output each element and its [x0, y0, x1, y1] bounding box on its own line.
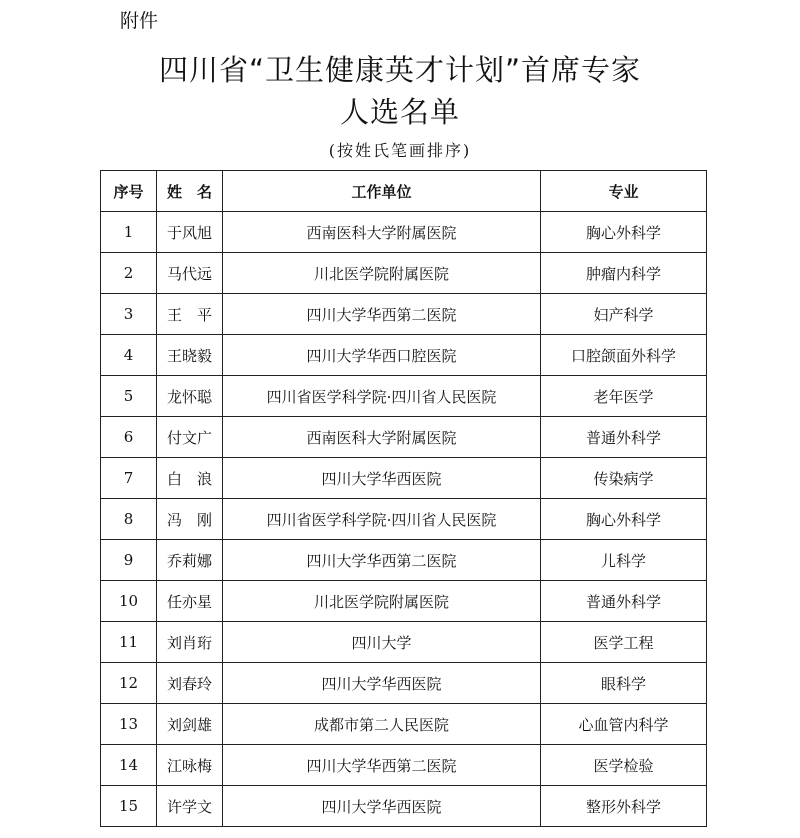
- cell-institution: 西南医科大学附属医院: [223, 212, 541, 253]
- cell-institution: 四川省医学科学院·四川省人民医院: [223, 376, 541, 417]
- cell-institution: 四川大学华西第二医院: [223, 745, 541, 786]
- table-row: [101, 458, 707, 499]
- header-index: 序号: [101, 171, 157, 212]
- table-row: [101, 745, 707, 786]
- cell-institution: 四川大学华西第二医院: [223, 540, 541, 581]
- cell-index: 8: [101, 499, 157, 540]
- cell-name: 许学文: [157, 786, 223, 827]
- cell-institution: 成都市第二人民医院: [223, 704, 541, 745]
- sort-note: (按姓氏笔画排序): [328, 141, 472, 160]
- cell-specialty: 儿科学: [541, 540, 707, 581]
- expert-list-table: [100, 170, 707, 827]
- cell-index: 2: [101, 253, 157, 294]
- header-institution: 工作单位: [223, 171, 541, 212]
- cell-name: 白 浪: [157, 458, 223, 499]
- cell-specialty: 胸心外科学: [541, 499, 707, 540]
- cell-specialty: 普通外科学: [541, 417, 707, 458]
- cell-specialty: 整形外科学: [541, 786, 707, 827]
- cell-specialty: 医学检验: [541, 745, 707, 786]
- cell-index: 10: [101, 581, 157, 622]
- cell-specialty: 传染病学: [541, 458, 707, 499]
- cell-name: 王 平: [157, 294, 223, 335]
- cell-specialty: 老年医学: [541, 376, 707, 417]
- attachment-label: 附件: [120, 10, 159, 32]
- cell-specialty: 眼科学: [541, 663, 707, 704]
- cell-index: 4: [101, 335, 157, 376]
- cell-specialty: 心血管内科学: [541, 704, 707, 745]
- cell-index: 7: [101, 458, 157, 499]
- cell-name: 任亦星: [157, 581, 223, 622]
- table-row: [101, 376, 707, 417]
- cell-name: 马代远: [157, 253, 223, 294]
- cell-name: 刘剑雄: [157, 704, 223, 745]
- table-row: [101, 704, 707, 745]
- cell-index: 1: [101, 212, 157, 253]
- cell-institution: 四川大学华西医院: [223, 458, 541, 499]
- cell-index: 13: [101, 704, 157, 745]
- table-row: [101, 212, 707, 253]
- document-title-line-1: 四川省“卫生健康英才计划”首席专家: [158, 53, 642, 87]
- cell-institution: 川北医学院附属医院: [223, 253, 541, 294]
- table-row: [101, 499, 707, 540]
- cell-institution: 四川大学华西口腔医院: [223, 335, 541, 376]
- cell-name: 刘肖珩: [157, 622, 223, 663]
- cell-index: 14: [101, 745, 157, 786]
- cell-institution: 四川大学华西医院: [223, 663, 541, 704]
- cell-institution: 西南医科大学附属医院: [223, 417, 541, 458]
- cell-name: 龙怀聪: [157, 376, 223, 417]
- table-row: [101, 786, 707, 827]
- cell-index: 11: [101, 622, 157, 663]
- header-specialty: 专业: [541, 171, 707, 212]
- cell-index: 3: [101, 294, 157, 335]
- cell-name: 王晓毅: [157, 335, 223, 376]
- document-title-line-2: 人选名单: [339, 95, 460, 129]
- cell-index: 15: [101, 786, 157, 827]
- cell-specialty: 医学工程: [541, 622, 707, 663]
- table-body: [101, 212, 707, 827]
- cell-institution: 四川大学: [223, 622, 541, 663]
- table-row: [101, 663, 707, 704]
- cell-institution: 四川省医学科学院·四川省人民医院: [223, 499, 541, 540]
- table-row: [101, 253, 707, 294]
- cell-institution: 川北医学院附属医院: [223, 581, 541, 622]
- cell-index: 9: [101, 540, 157, 581]
- table-row: [101, 540, 707, 581]
- cell-index: 6: [101, 417, 157, 458]
- cell-specialty: 肿瘤内科学: [541, 253, 707, 294]
- cell-name: 于风旭: [157, 212, 223, 253]
- cell-name: 冯 刚: [157, 499, 223, 540]
- cell-institution: 四川大学华西第二医院: [223, 294, 541, 335]
- cell-name: 付文广: [157, 417, 223, 458]
- cell-name: 刘春玲: [157, 663, 223, 704]
- cell-name: 乔莉娜: [157, 540, 223, 581]
- table-row: [101, 581, 707, 622]
- table-row: [101, 335, 707, 376]
- cell-specialty: 普通外科学: [541, 581, 707, 622]
- cell-index: 5: [101, 376, 157, 417]
- table-row: [101, 417, 707, 458]
- cell-specialty: 妇产科学: [541, 294, 707, 335]
- cell-index: 12: [101, 663, 157, 704]
- cell-specialty: 口腔颌面外科学: [541, 335, 707, 376]
- cell-name: 江咏梅: [157, 745, 223, 786]
- table-row: [101, 622, 707, 663]
- cell-specialty: 胸心外科学: [541, 212, 707, 253]
- cell-institution: 四川大学华西医院: [223, 786, 541, 827]
- table-row: [101, 294, 707, 335]
- header-name: 姓 名: [157, 171, 223, 212]
- table-header-row: [101, 171, 707, 212]
